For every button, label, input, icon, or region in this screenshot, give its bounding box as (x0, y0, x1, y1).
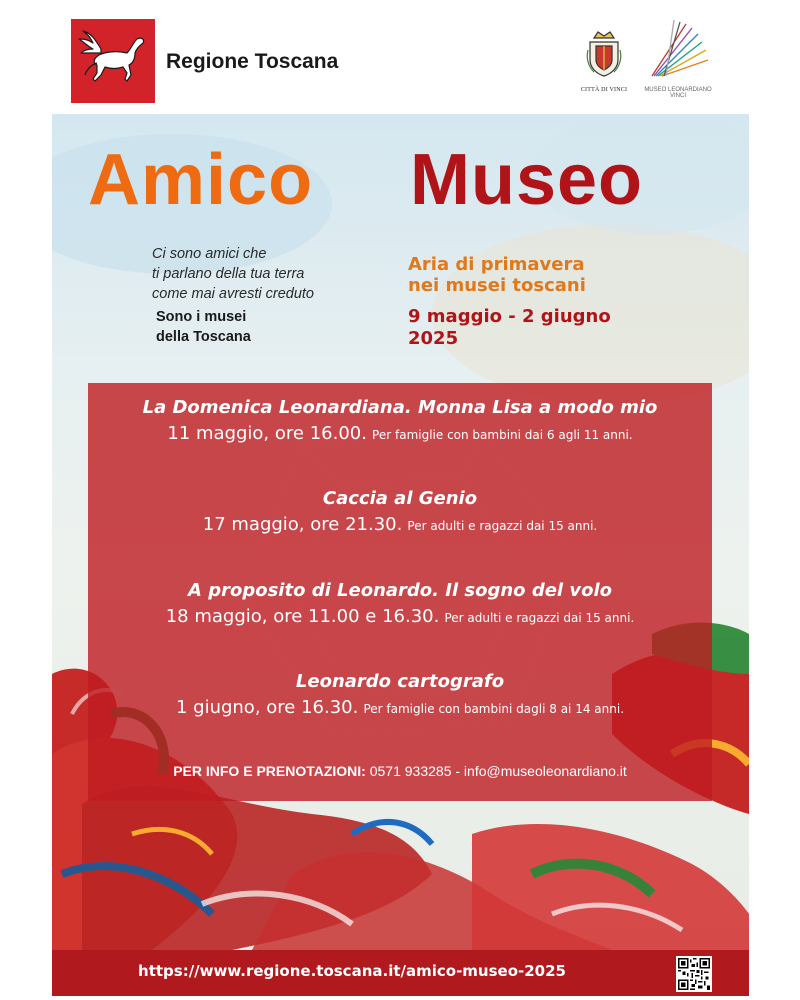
tagline (152, 244, 314, 304)
tagline-bold-line: della Toscana (156, 329, 251, 345)
info-label: PER INFO E PRENOTAZIONI: (173, 763, 366, 779)
museum-rays-icon (646, 18, 710, 80)
event-time: 18 maggio, ore 11.00 e 16.30. (165, 606, 440, 627)
info-contacts[interactable]: 0571 933285 - info@museoleonardiano.it (369, 763, 627, 779)
event-audience: Per famiglie con bambini dagli 8 ai 14 anni. (363, 702, 625, 716)
event-audience: Per adulti e ragazzi dai 15 anni. (444, 611, 635, 625)
dates-range: 9 maggio - 2 giugno (408, 306, 611, 327)
tagline-line: Ci sono amici che (152, 246, 267, 262)
event-title: La Domenica Leonardiana. Monna Lisa a modo mio (142, 397, 658, 418)
event-audience: Per famiglie con bambini dai 6 agli 11 anni. (372, 428, 633, 442)
events-panel (88, 383, 712, 801)
event-item (88, 486, 712, 539)
event-details (88, 421, 712, 448)
event-title: A proposito di Leonardo. Il sogno del volo (188, 580, 612, 601)
tagline-line: ti parlano della tua terra (152, 266, 305, 282)
poster (52, 114, 749, 950)
title-amico: Amico (88, 140, 314, 220)
event-item (88, 395, 712, 448)
regione-toscana-logo (71, 19, 155, 103)
region-name: Regione Toscana (166, 50, 339, 73)
title-museo: Museo (410, 140, 644, 220)
event-details (88, 512, 712, 539)
footer-bar (52, 950, 749, 996)
tagline-bold-line: Sono i musei (156, 309, 247, 325)
event-title: Leonardo cartografo (295, 671, 505, 692)
tagline-line: come mai avresti creduto (152, 286, 314, 302)
event-title: Caccia al Genio (322, 488, 478, 509)
event-details (88, 695, 712, 722)
event-time: 11 maggio, ore 16.00. (167, 423, 367, 444)
event-item (88, 578, 712, 631)
event-audience: Per adulti e ragazzi dai 15 anni. (407, 519, 598, 533)
qr-code-icon (678, 958, 710, 990)
event-item (88, 669, 712, 722)
vinci-label: CITTÀ DI VINCI (580, 87, 628, 93)
event-details (88, 604, 712, 631)
subtitle (408, 254, 586, 296)
pegasus-icon (71, 19, 155, 103)
subtitle-line: Aria di primavera (408, 254, 585, 275)
event-dates (408, 306, 611, 350)
city-crest-icon (584, 30, 624, 78)
tagline-bold (156, 307, 251, 347)
website-link[interactable]: https://www.regione.toscana.it/amico-museo-2025 (138, 962, 566, 980)
event-time: 17 maggio, ore 21.30. (202, 514, 403, 535)
subtitle-line: nei musei toscani (408, 275, 586, 296)
qr-code[interactable] (676, 956, 712, 992)
event-time: 1 giugno, ore 16.30. (175, 697, 359, 718)
museo-label: MUSEO LEONARDIANO VINCI (644, 87, 712, 99)
info-line (88, 763, 712, 779)
dates-year: 2025 (408, 328, 459, 349)
